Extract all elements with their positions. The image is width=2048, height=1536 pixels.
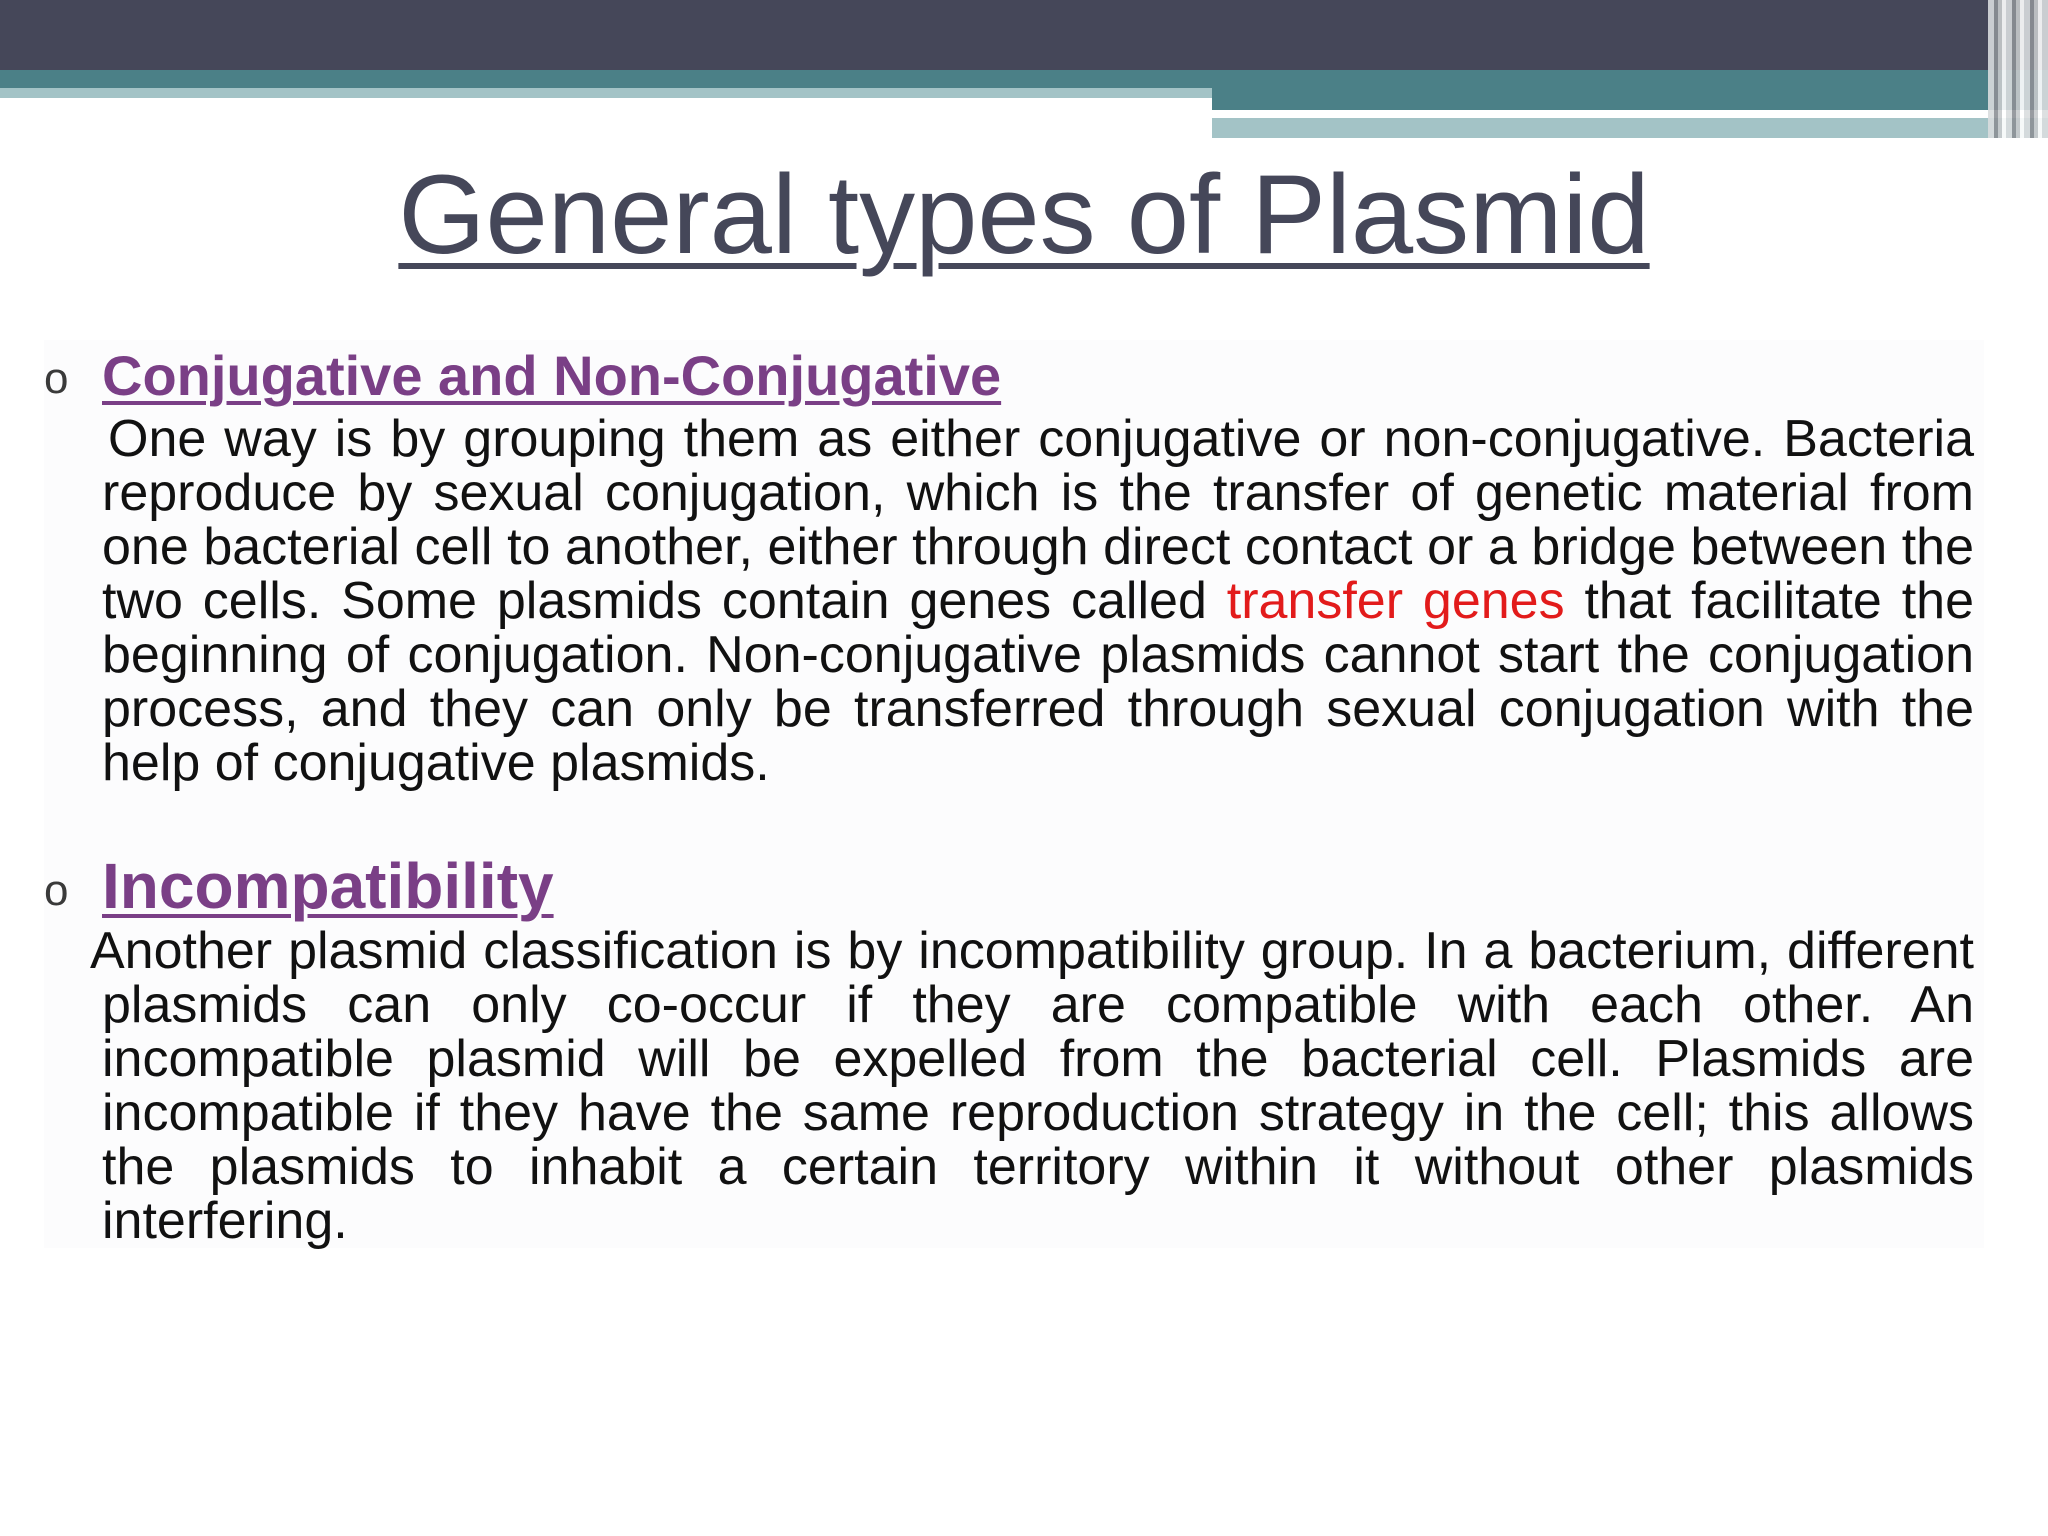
bullet-circle: o: [44, 866, 69, 915]
header-band-light-left: [0, 88, 1212, 98]
header-stripes: [1988, 0, 2048, 138]
bullet-circle: o: [44, 354, 69, 403]
section-conjugative: [44, 340, 1984, 790]
section-paragraph: Another plasmid classification is by incompatibility group. In a bacterium, different plasmids can only co-occur if they are compatible with each other. An incompatible plasmid will be expelled from the bacterial cell. Plasmids are incompatible if they have the same reproduction strategy in the cell; this allows the plasmids to inhabit a certain territory within it without other plasmids interfering.: [90, 922, 1974, 1250]
section-heading: Conjugative and Non-Conjugative: [102, 344, 1002, 407]
slide-content: [44, 340, 1984, 1248]
paragraph-text: that facilitate the beginning of conjugation. Non-conjugative plasmids cannot start the conjugation process, and they can only be transferred through sexual conjugation with the help of conjugative plasmids.: [102, 572, 1974, 792]
section-heading: Incompatibility: [102, 850, 554, 922]
header-band-light-right: [1212, 118, 2048, 138]
section-incompatibility: [44, 848, 1984, 1248]
slide-title-text: General types of Plasmid: [398, 152, 1650, 277]
header-band-teal-right: [1212, 88, 2048, 110]
highlighted-term: transfer genes: [1226, 572, 1565, 630]
header-band-white-line: [1212, 111, 1896, 116]
slide-title: [0, 150, 2048, 280]
section-paragraph: [102, 412, 1974, 790]
header-band-teal: [0, 70, 2048, 88]
paragraph-text: One way is by grouping them as either conjugative or non-conjugative. Bacteria reproduce by sexual conjugation, which is the transfer of genetic material from one bacterial cell to another, either through direct contact or a bridge between the two cells. Some plasmids contain genes called: [102, 410, 1974, 630]
header-band-dark: [0, 0, 2048, 70]
